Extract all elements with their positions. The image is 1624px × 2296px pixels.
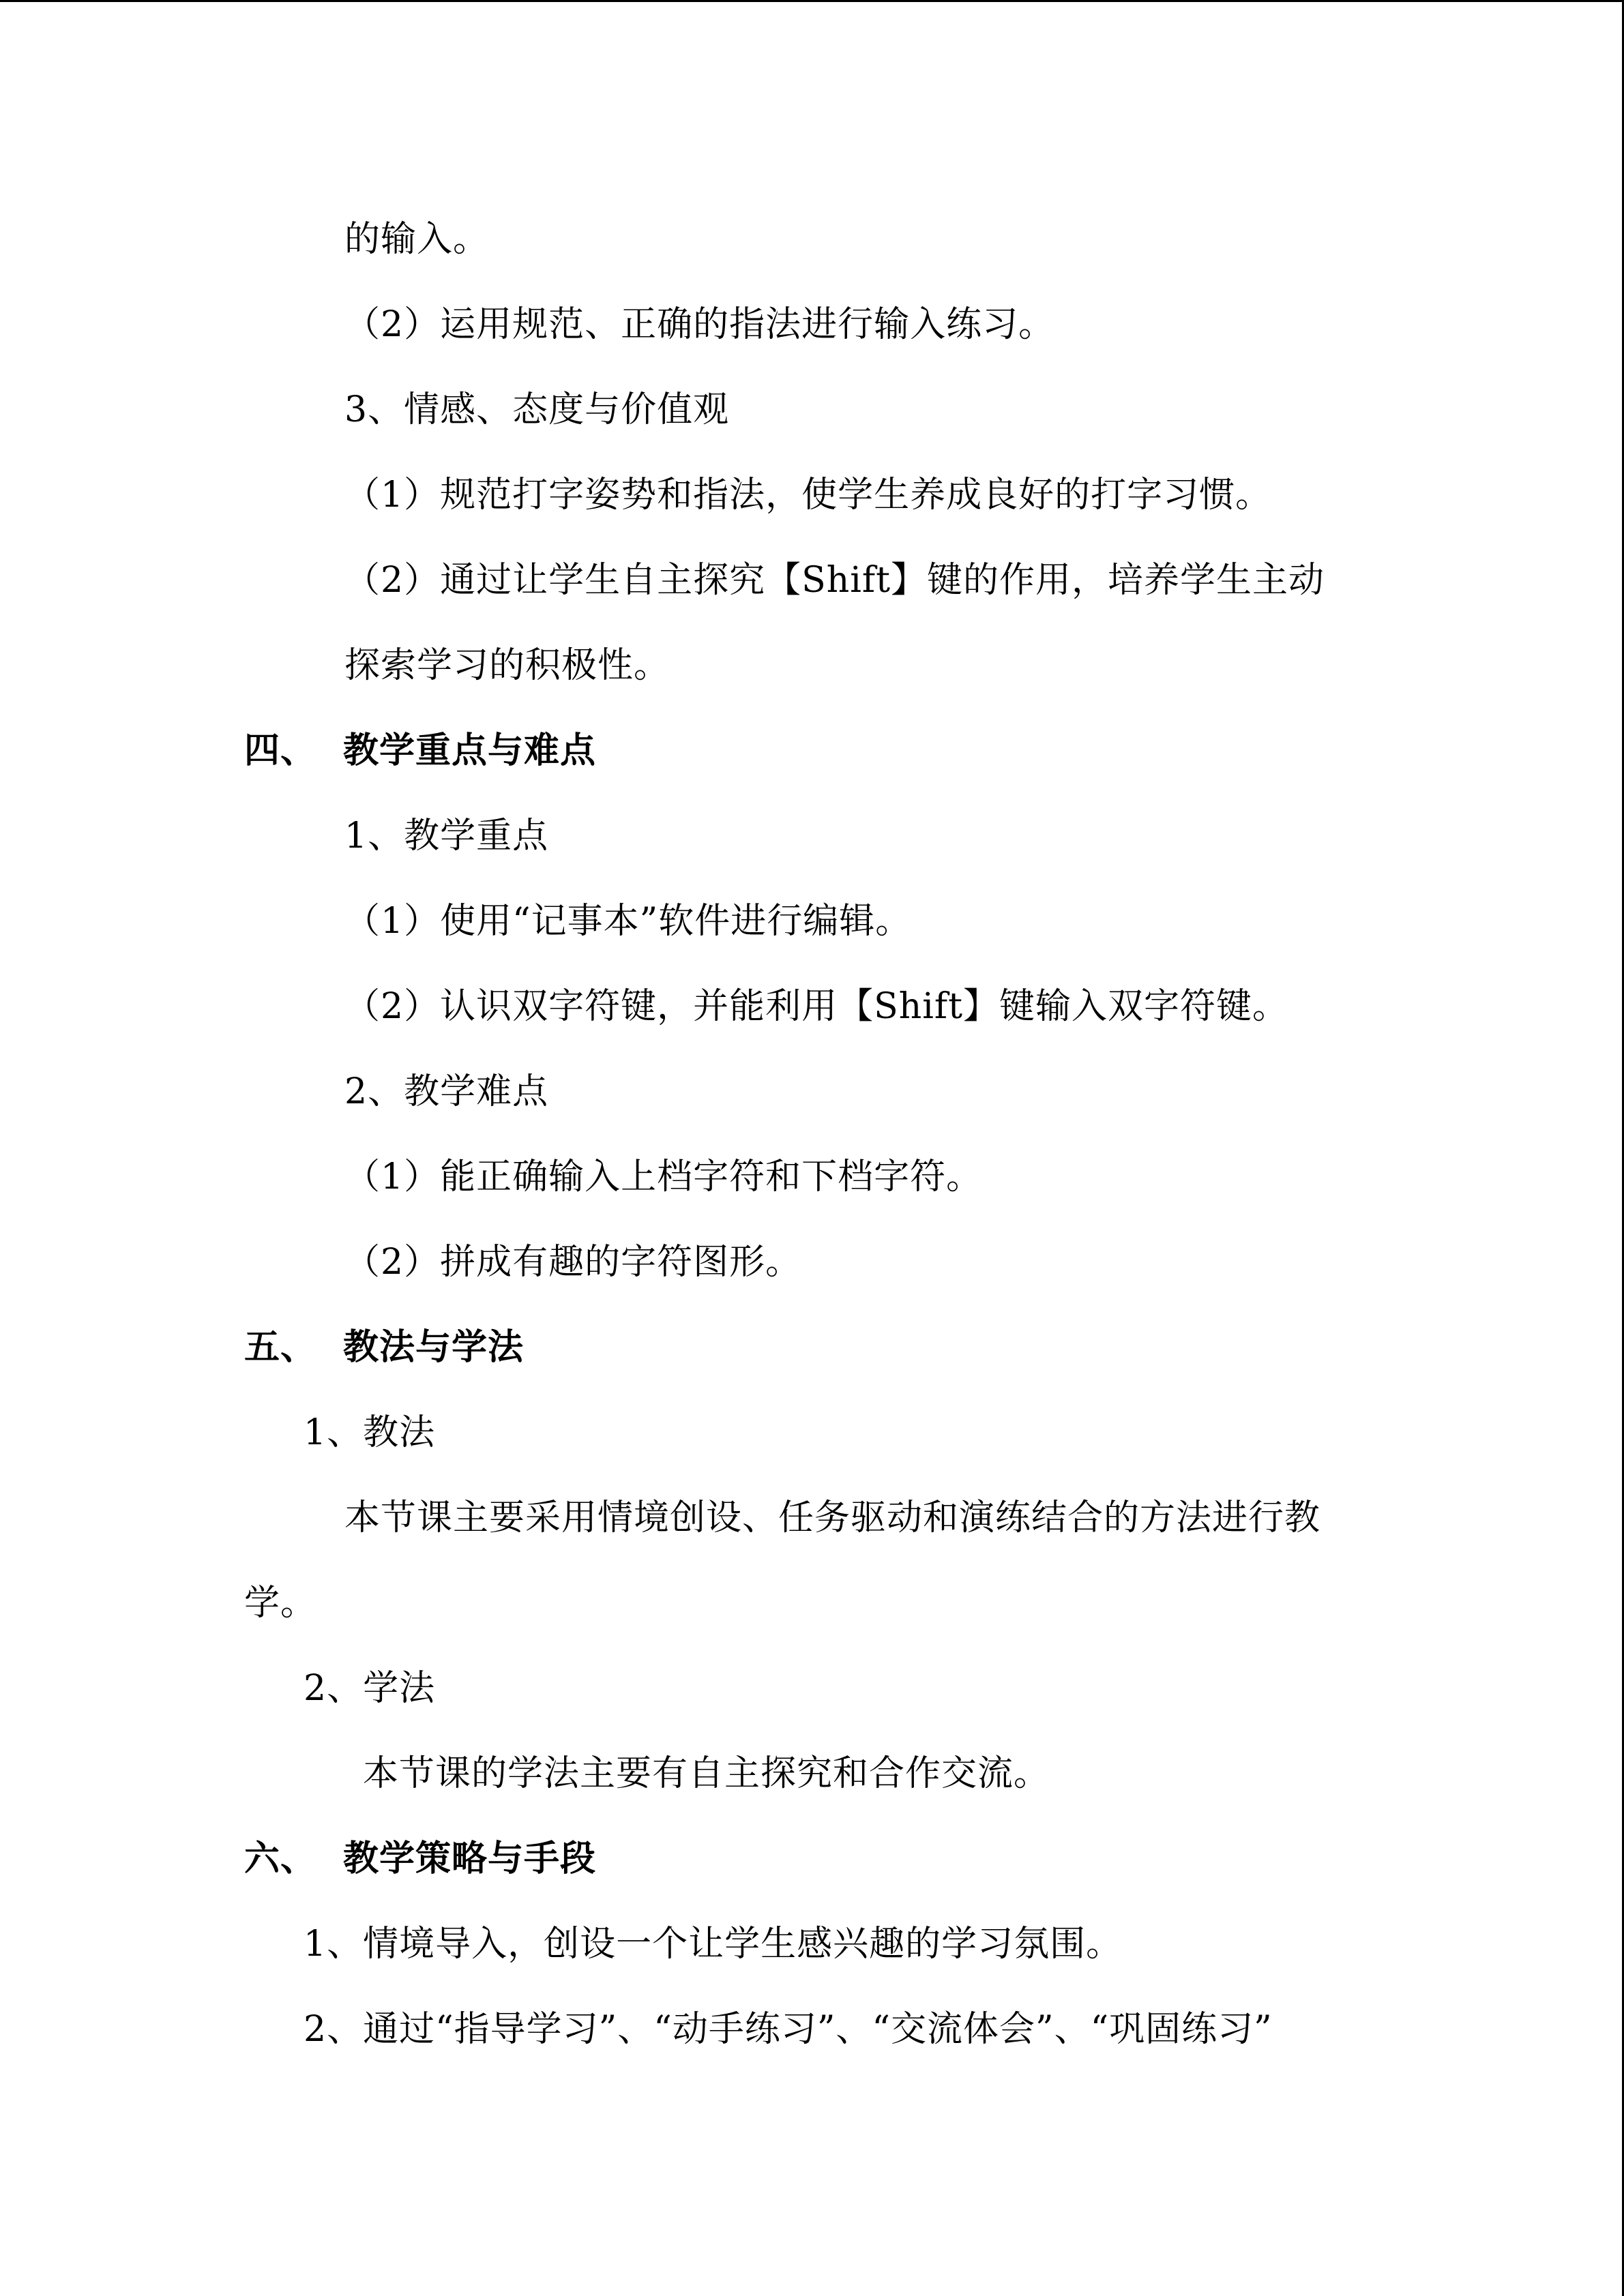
section-heading-4 bbox=[244, 730, 596, 771]
paragraph-line: 本节课主要采用情境创设、任务驱动和演练结合的方法进行教 bbox=[344, 1497, 1321, 1538]
paragraph-line: （1）使用“记事本”软件进行编辑。 bbox=[344, 901, 912, 942]
paragraph-line: （1）规范打字姿势和指法，使学生养成良好的打字习惯。 bbox=[344, 475, 1272, 516]
paragraph-line: 本节课的学法主要有自主探究和合作交流。 bbox=[363, 1753, 1050, 1794]
section-heading-5 bbox=[244, 1327, 524, 1368]
paragraph-line: 的输入。 bbox=[344, 219, 490, 260]
paragraph-line: 学。 bbox=[244, 1583, 317, 1624]
paragraph-line: 2、通过“指导学习”、“动手练习”、“交流体会”、“巩固练习” bbox=[304, 2009, 1273, 2050]
section-title: 教法与学法 bbox=[343, 1326, 525, 1368]
section-number: 四、 bbox=[244, 730, 317, 771]
paragraph-line: （2）运用规范、正确的指法进行输入练习。 bbox=[344, 304, 1055, 345]
subsection-title: 1、教学重点 bbox=[344, 816, 549, 856]
subsection-title: 3、情感、态度与价值观 bbox=[344, 389, 730, 430]
paragraph-line: 1、情境导入，创设一个让学生感兴趣的学习氛围。 bbox=[304, 1924, 1123, 1965]
subsection-title: 1、教法 bbox=[304, 1412, 436, 1453]
paragraph-line: （1）能正确输入上档字符和下档字符。 bbox=[344, 1157, 983, 1197]
subsection-title: 2、教学难点 bbox=[344, 1071, 549, 1112]
subsection-title: 2、学法 bbox=[304, 1668, 436, 1709]
paragraph-line: 探索学习的积极性。 bbox=[344, 645, 670, 686]
section-number: 六、 bbox=[244, 1838, 317, 1879]
section-title: 教学重点与难点 bbox=[343, 730, 597, 771]
section-heading-6 bbox=[244, 1838, 596, 1879]
paragraph-line: （2）通过让学生自主探究【Shift】键的作用，培养学生主动 bbox=[344, 560, 1325, 601]
section-title: 教学策略与手段 bbox=[343, 1838, 597, 1879]
paragraph-line: （2）认识双字符键，并能利用【Shift】键输入双字符键。 bbox=[344, 986, 1288, 1027]
section-number: 五、 bbox=[244, 1326, 317, 1368]
paragraph-line: （2）拼成有趣的字符图形。 bbox=[344, 1242, 802, 1283]
